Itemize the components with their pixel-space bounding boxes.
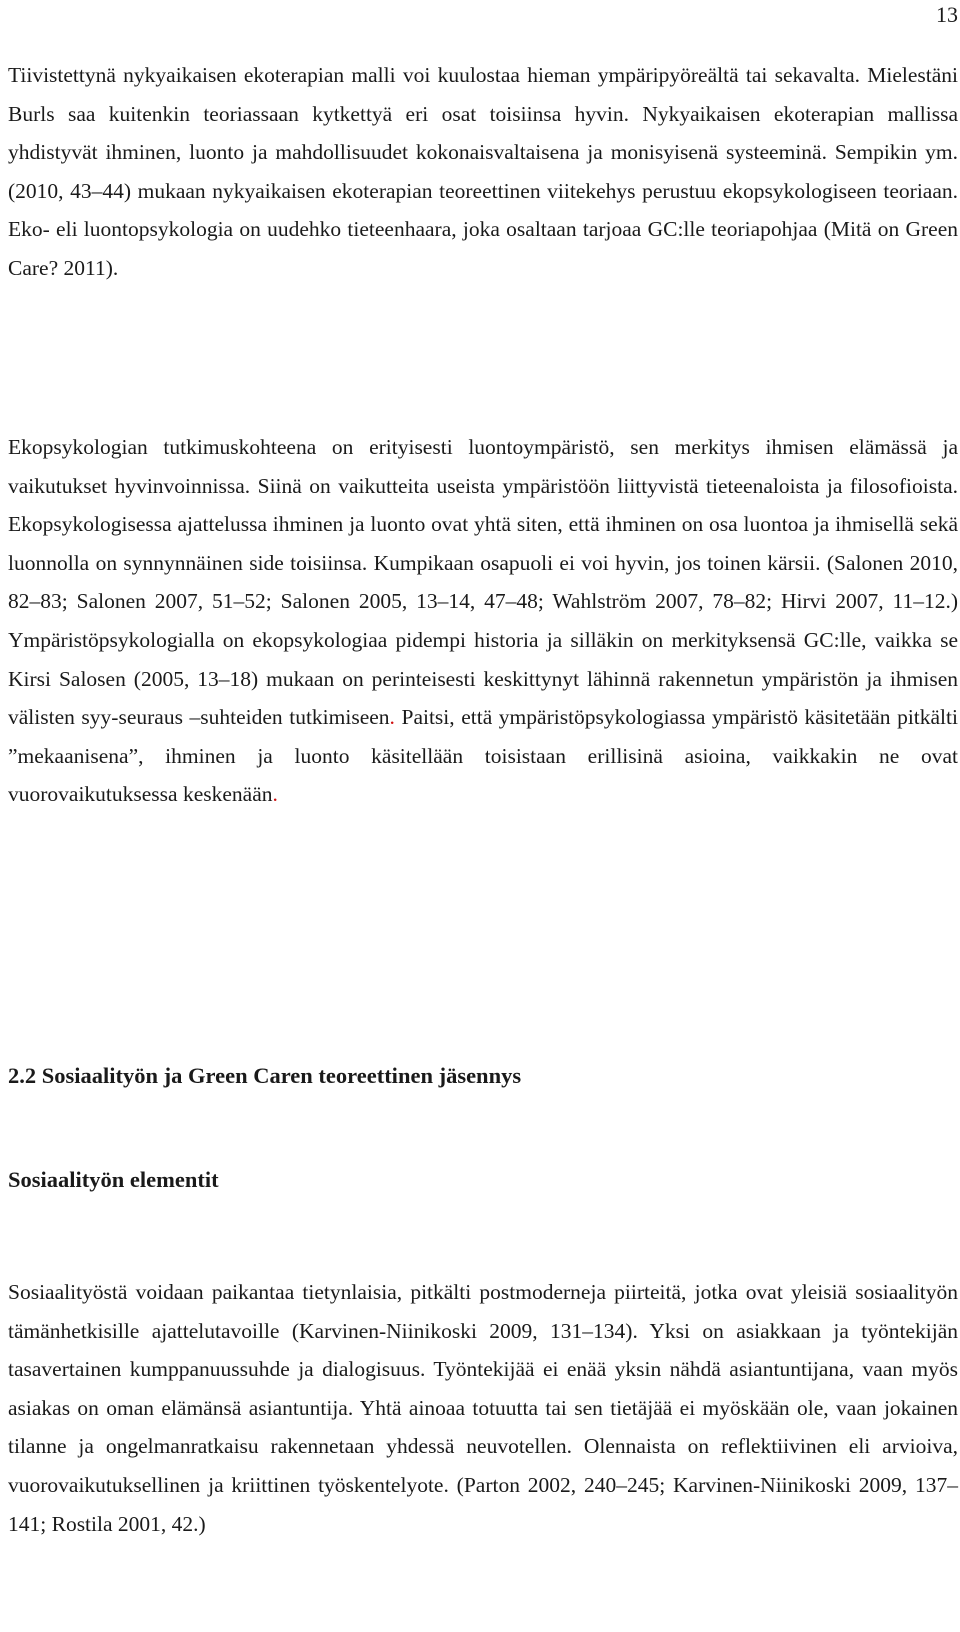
paragraph-ecotherapy-model: Tiivistettynä nykyaikaisen ekoterapian malli voi kuulostaa hieman ympäripyöreältä tai sekavalta. Mielestäni Burls saa kuitenkin teoriassaan kytkettyä eri osat toisiinsa hyvin. Nykyaikaisen ekoterapian mallissa yhdistyvät ihminen, luonto ja mahdollisuudet kokonaisvaltaisena ja monisyisenä systeeminä. Sempikin ym. (2010, 43–44) mukaan nykyaikaisen ekoterapian teoreettinen viitekehys perustuu ekopsykologiseen teoriaan. Eko- eli luontopsykologia on uudehko tieteenhaara, joka osaltaan tarjoaa GC:lle teoriapohjaa (Mitä on Green Care? 2011).: [8, 63, 958, 280]
page-number: 13: [936, 2, 958, 27]
paragraph-ecopsychology-continued: Paitsi, että ympäristöpsykologiassa ympäristö käsitetään pitkälti ”mekaanisena”, ihminen ja luonto käsitellään toisistaan erillisinä asioina, vaikkakin ne ovat vuorovaikutuksessa keskenään: [8, 705, 958, 807]
paragraph-ecopsychology-main: Ekopsykologian tutkimuskohteena on erityisesti luontoympäristö, sen merkitys ihmisen elämässä ja vaikutukset hyvinvoinnissa. Siinä on vaikutteita useista ympäristöön liittyvistä tieteenaloista ja filosofioista. Ekopsykologisessa ajattelussa ihminen ja luonto ovat yhtä siten, että ihminen on osa luontoa ja ihmisellä sekä luonnolla on synnynnäinen side toisiinsa. Kumpikaan osapuoli ei voi hyvin, jos toinen kärsii. (Salonen 2010, 82–83; Salonen 2007, 51–52; Salonen 2005, 13–14, 47–48; Wahlström 2007, 78–82; Hirvi 2007, 11–12.) Ympäristöpsykologialla on ekopsykologiaa pidempi historia ja silläkin on merkityksensä GC:lle, vaikka se Kirsi Salosen (2005, 13–18) mukaan on perinteisesti keskittynyt lähinnä rakennetun ympäristön ja ihmisen välisten syy-seuraus –suhteiden tutkimiseen: [8, 435, 958, 730]
paragraph-social-work-elements: Sosiaalityöstä voidaan paikantaa tietynlaisia, pitkälti postmoderneja piirteitä, jotka ovat yleisiä sosiaalityön tämänhetkisille ajattelutavoille (Karvinen-Niinikoski 2009, 131–134). Yksi on asiakkaan ja työntekijän tasavertainen kumppanuussuhde ja dialogisuus. Työntekijää ei enää yksin nähdä asiantuntijana, vaan myös asiakas on oman elämänsä asiantuntija. Yhtä ainoaa totuutta tai sen tietäjää ei myöskään ole, vaan jokainen tilanne ja ongelmanratkaisu rakennetaan yhdessä neuvotellen. Olennaista on reflektiivinen eli arvioiva, vuorovaikutuksellinen ja kriittinen työskentelyote. (Parton 2002, 240–245; Karvinen-Niinikoski 2009, 137–141; Rostila 2001, 42.): [8, 1280, 958, 1536]
subsection-heading: Sosiaalityön elementit: [8, 1167, 219, 1192]
paragraph-ecopsychology: [8, 428, 958, 814]
section-heading: 2.2 Sosiaalityön ja Green Caren teoreettinen jäsennys: [8, 1063, 522, 1088]
red-period-marker: .: [272, 782, 278, 807]
red-period-marker: .: [389, 705, 395, 730]
